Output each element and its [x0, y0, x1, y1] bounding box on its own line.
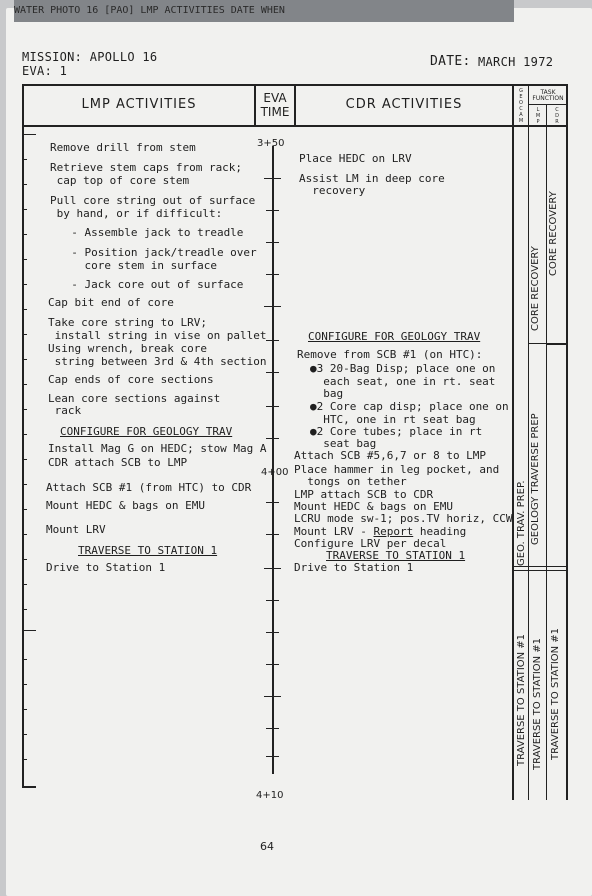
tf-lmp-header — [530, 107, 546, 125]
left-tick — [22, 234, 27, 235]
timeline-tick — [266, 664, 279, 665]
tf-lmp-cdr-divider — [546, 104, 547, 800]
lmp-section-heading: CONFIGURE FOR GEOLOGY TRAV — [60, 425, 233, 438]
cdr-step: LCRU mode sw-1; pos.TV horiz, CCW — [294, 512, 513, 525]
tf-cdr-letter: R — [555, 119, 559, 125]
mission-label: MISSION: APOLLO 16 — [22, 50, 158, 64]
lmp-activities-header: LMP ACTIVITIES — [81, 97, 197, 112]
cdr-geocam-divider — [512, 84, 514, 800]
left-tick — [22, 559, 27, 560]
cdr-section-heading: CONFIGURE FOR GEOLOGY TRAV — [308, 330, 481, 343]
cdr-step: Place hammer in leg pocket, and — [294, 463, 500, 476]
lmp-core-end-line — [529, 343, 546, 344]
timeline-tick — [264, 178, 281, 179]
cdr-step: LMP attach SCB to CDR — [294, 488, 434, 501]
cdr-step-text: heading — [413, 525, 467, 538]
lmp-step: - Position jack/treadle over — [58, 246, 257, 259]
cdr-step: each seat, one in rt. seat — [310, 375, 496, 388]
cdr-step: Drive to Station 1 — [294, 561, 414, 574]
geocam-letter: M — [518, 118, 524, 124]
left-tick — [22, 384, 27, 385]
timeline-tick — [266, 438, 279, 439]
left-tick — [22, 359, 27, 360]
time-header-text: TIME — [260, 105, 290, 119]
timeline-tick — [266, 534, 279, 535]
geocam-letter: O — [519, 100, 523, 106]
left-tick — [22, 409, 27, 410]
lmp-step: string between 3rd & 4th section — [48, 355, 267, 368]
cdr-step: Mount HEDC & bags on EMU — [294, 500, 453, 513]
lmp-step: Lean core sections against — [48, 392, 221, 405]
lmp-step: - Jack core out of surface — [58, 278, 244, 291]
cdr-core-end-line — [546, 343, 567, 345]
left-tick — [22, 159, 27, 160]
lmp-step: CDR attach SCB to LMP — [48, 456, 188, 469]
traverse-station-1-cdr-label: TRAVERSE TO STATION #1 — [550, 627, 561, 760]
left-tick — [22, 209, 27, 210]
cdr-step-text: Mount LRV - — [294, 525, 374, 538]
geo-trav-prep-label: GEO. TRAV. PREP. — [516, 480, 527, 566]
cdr-step: ●2 Core cap disp; place one on — [310, 400, 509, 413]
lmp-step: Drive to Station 1 — [46, 561, 166, 574]
left-tick — [22, 734, 27, 735]
cdr-step: Configure LRV per decal — [294, 537, 447, 550]
tf-lmp-letter: L — [536, 107, 540, 113]
timeline-tick — [266, 756, 279, 757]
task-function-header: TASK FUNCTION — [532, 89, 564, 102]
lmp-step: Install Mag G on HEDC; stow Mag A — [48, 442, 267, 455]
date-label: DATE: — [430, 54, 471, 69]
lmp-step: core stem in surface — [58, 259, 217, 272]
tf-title-underline — [528, 104, 568, 105]
table-left-border — [22, 84, 24, 788]
top-strip: WATER PHOTO 16 [PAO] LMP ACTIVITIES DATE WHEN — [14, 0, 514, 22]
lmp-step: Using wrench, break core — [48, 342, 207, 355]
cdr-step: HTC, one in rt seat bag — [310, 413, 476, 426]
lmp-step: Cap bit end of core — [48, 296, 174, 309]
left-tick — [22, 759, 27, 760]
geocam-letter: G — [519, 88, 523, 94]
core-recovery-cdr-label: CORE RECOVERY — [548, 191, 559, 276]
timeline-tick — [264, 696, 281, 697]
tf-cdr-letter: C — [555, 107, 559, 113]
timeline-tick — [266, 372, 279, 373]
cdr-step: Assist LM in deep core — [299, 172, 445, 185]
timeline-tick — [266, 210, 279, 211]
geocam-tf-divider — [528, 84, 529, 800]
timeline-tick — [264, 568, 281, 569]
left-tick — [22, 309, 27, 310]
timeline-tick — [264, 306, 281, 307]
timeline-tick — [266, 502, 279, 503]
cdr-step: ●3 20-Bag Disp; place one on — [310, 362, 496, 375]
lmp-step: Take core string to LRV; — [48, 316, 207, 329]
lmp-step: cap top of core stem — [50, 174, 190, 187]
eva-time-start: 3+50 — [257, 138, 285, 149]
page-number: 64 — [260, 840, 274, 853]
left-tick — [22, 134, 36, 135]
geocam-letter: E — [519, 94, 523, 100]
lmp-step: Remove drill from stem — [50, 141, 196, 154]
core-recovery-lmp-label: CORE RECOVERY — [530, 246, 541, 331]
timeline-tick — [266, 406, 279, 407]
left-tick — [22, 509, 27, 510]
geocam-header — [514, 88, 528, 124]
left-tick — [22, 709, 27, 710]
left-tick — [22, 284, 27, 285]
left-tick — [22, 534, 27, 535]
lmp-step: install string in vise on pallet — [48, 329, 267, 342]
left-tick — [22, 659, 27, 660]
geocam-letter: A — [519, 112, 523, 118]
timeline-tick — [266, 600, 279, 601]
lmp-section-heading: TRAVERSE TO STATION 1 — [78, 544, 218, 557]
traverse-station-1-lmp-label: TRAVERSE TO STATION #1 — [532, 637, 543, 770]
tf-cdr-header — [548, 107, 566, 125]
left-tick — [22, 630, 36, 631]
cdr-section-heading: TRAVERSE TO STATION 1 — [326, 549, 466, 562]
left-tick — [22, 259, 27, 260]
left-tick — [22, 459, 27, 460]
cdr-step: tongs on tether — [294, 475, 407, 488]
tf-right-border — [566, 84, 568, 800]
tf-lmp-letter: M — [535, 113, 541, 119]
lmp-step: Mount LRV — [46, 523, 106, 536]
cdr-step: recovery — [299, 184, 366, 197]
lmp-step: - Assemble jack to treadle — [58, 226, 244, 239]
cdr-activities-header: CDR ACTIVITIES — [345, 97, 463, 112]
prep-end-line-1 — [513, 566, 567, 567]
cdr-step: Attach SCB #5,6,7 or 8 to LMP — [294, 449, 487, 462]
lmp-step: Pull core string out of surface — [50, 194, 256, 207]
cdr-step: seat bag — [310, 437, 377, 450]
prep-end-line-2 — [513, 570, 567, 571]
left-tick — [22, 584, 27, 585]
tf-lmp-letter: P — [536, 119, 540, 125]
timeline-tick — [266, 340, 279, 341]
eva-header-text: EVA — [263, 91, 287, 105]
lmp-step: Attach SCB #1 (from HTC) to CDR — [46, 481, 252, 494]
eva-time-mid: 4+00 — [261, 467, 289, 478]
timeline-tick — [266, 242, 279, 243]
tf-cdr-letter: D — [555, 113, 559, 119]
left-tick — [22, 184, 27, 185]
geology-traverse-prep-lmp-label: GEOLOGY TRAVERSE PREP — [530, 413, 541, 545]
cdr-step: Remove from SCB #1 (on HTC): — [297, 348, 483, 361]
cdr-step-report: Report — [373, 525, 414, 538]
left-tick — [22, 609, 27, 610]
geocam-letter: C — [519, 106, 523, 112]
timeline-tick — [266, 632, 279, 633]
cdr-step: Place HEDC on LRV — [299, 152, 412, 165]
table-bottom-stub — [22, 786, 36, 788]
lmp-step: Mount HEDC & bags on EMU — [46, 499, 205, 512]
timeline-tick — [266, 728, 279, 729]
cdr-step: bag — [310, 387, 344, 400]
cdr-step: ●2 Core tubes; place in rt — [310, 425, 483, 438]
traverse-station-1-label: TRAVERSE TO STATION #1 — [516, 633, 527, 766]
left-tick — [22, 684, 27, 685]
eva-timeline-axis — [272, 146, 274, 774]
lmp-step: Retrieve stem caps from rack; — [50, 161, 243, 174]
eva-time-end: 4+10 — [256, 790, 284, 801]
date-value: MARCH 1972 — [478, 55, 554, 69]
left-tick — [22, 484, 27, 485]
left-tick — [22, 334, 27, 335]
lmp-step: by hand, or if difficult: — [50, 207, 223, 220]
eva-time-header — [256, 91, 294, 119]
eva-label: EVA: 1 — [22, 64, 68, 78]
lmp-step: Cap ends of core sections — [48, 373, 214, 386]
left-tick — [22, 434, 27, 435]
lmp-step: rack — [48, 404, 82, 417]
timeline-tick — [266, 274, 279, 275]
